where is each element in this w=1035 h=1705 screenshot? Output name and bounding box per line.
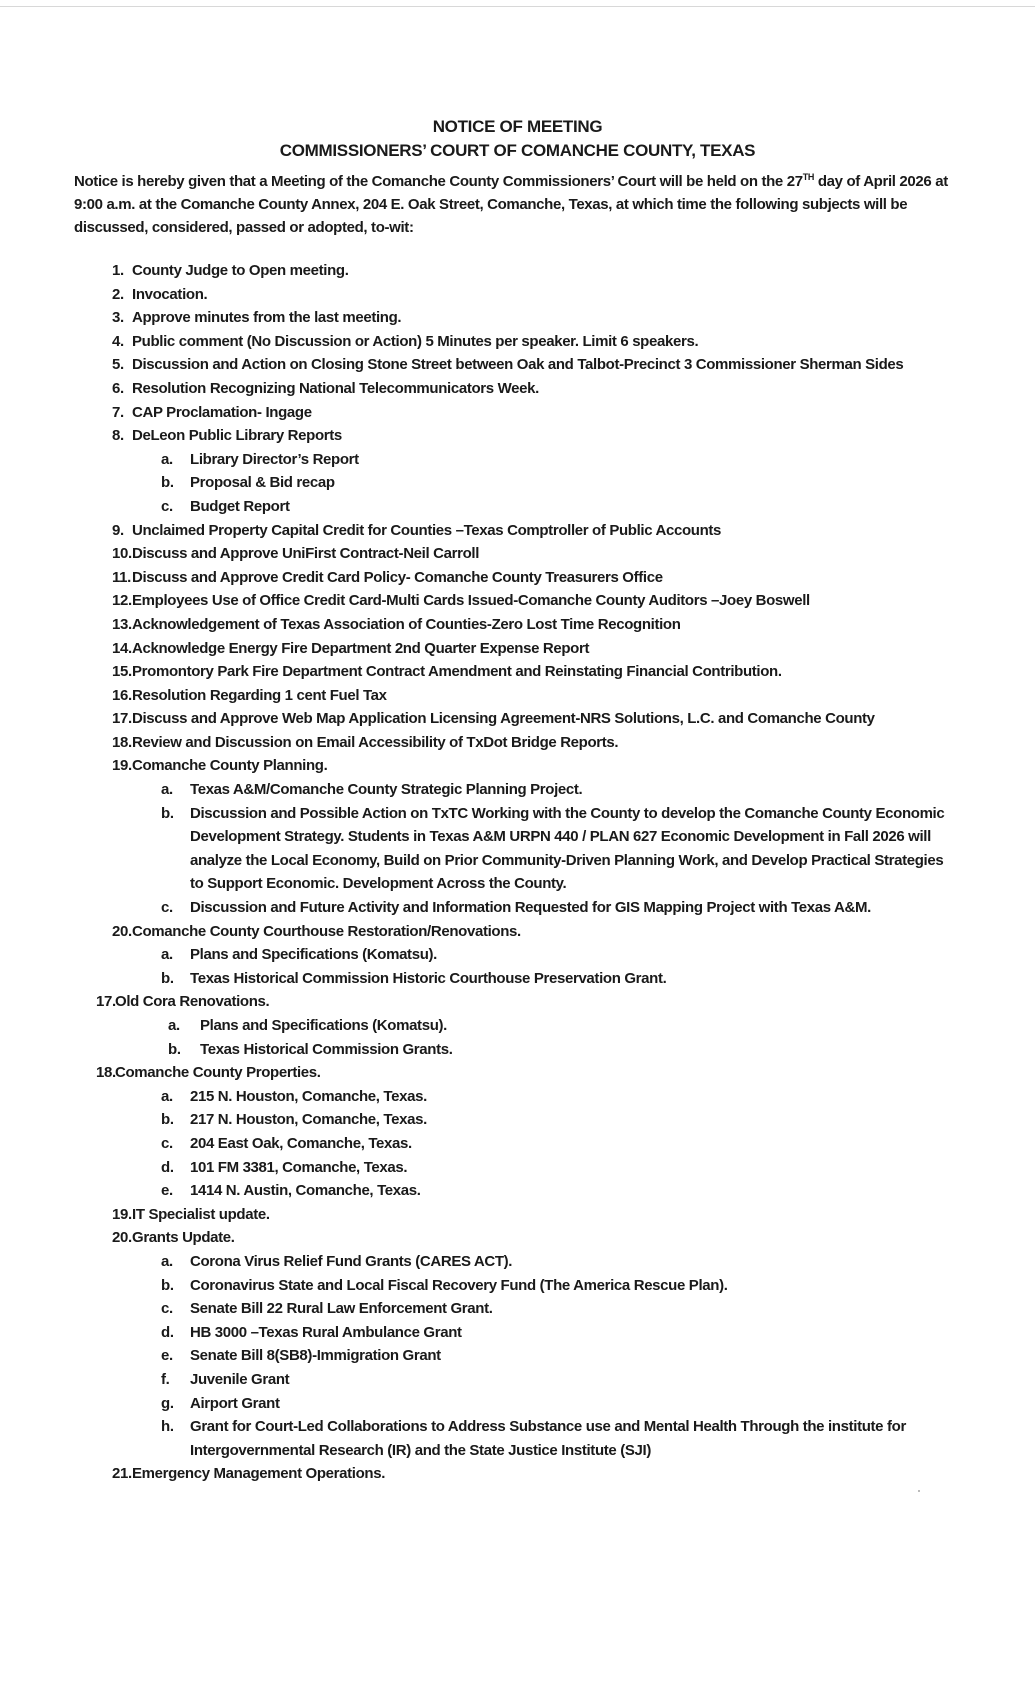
agenda-item-text: Resolution Recognizing National Telecommunicators Week.	[132, 379, 539, 397]
agenda-item	[0, 802, 955, 896]
agenda-item	[0, 707, 952, 731]
agenda-item-text: Unclaimed Property Capital Credit for Counties –Texas Comptroller of Public Accounts	[132, 521, 722, 539]
agenda-item-number: 2.	[112, 285, 124, 303]
agenda-item-number: 12.	[112, 592, 132, 610]
agenda-item-number: 19.	[112, 1205, 132, 1223]
agenda-item-text: Juvenile Grant	[190, 1370, 290, 1388]
agenda-item	[0, 1462, 952, 1486]
agenda-item-number: 11.	[112, 568, 131, 586]
agenda-item-text: Plans and Specifications (Komatsu).	[190, 946, 437, 964]
agenda-item-number: 14.	[112, 639, 132, 657]
agenda-item	[0, 519, 952, 543]
agenda-item-text: Airport Grant	[190, 1394, 280, 1412]
agenda-item-text: Discussion and Future Activity and Information Requested for GIS Mapping Project with Texas A&M.	[190, 899, 871, 917]
agenda-item-text: 217 N. Houston, Comanche, Texas.	[190, 1111, 427, 1129]
agenda-item-number: 4.	[112, 332, 124, 350]
agenda-item	[0, 1250, 955, 1274]
agenda-item-text: Texas Historical Commission Grants.	[200, 1040, 453, 1058]
agenda-item-number: 10.	[112, 545, 132, 563]
agenda-item-number: 1.	[112, 262, 124, 279]
document-subtitle: COMMISSIONERS’ COURT OF COMANCHE COUNTY, TEXAS	[279, 141, 756, 160]
agenda-item	[0, 495, 955, 519]
agenda-item-text: Acknowledge Energy Fire Department 2nd Quarter Expense Report	[132, 639, 590, 657]
agenda-item-text: Plans and Specifications (Komatsu).	[200, 1017, 447, 1034]
agenda-item	[0, 967, 955, 991]
notice-text-start: Notice is hereby given that a Meeting of the Comanche County Commissioners’ Court will be held on the 27	[74, 173, 803, 190]
agenda-item-text: Public comment (No Discussion or Action) 5 Minutes per speaker. Limit 6 speakers.	[132, 332, 699, 350]
agenda-item-text: DeLeon Public Library Reports	[132, 427, 342, 445]
agenda-item-number: 20.	[112, 1229, 132, 1247]
agenda-item	[0, 896, 955, 920]
agenda-item	[0, 1132, 955, 1156]
agenda-item-text: Senate Bill 22 Rural Law Enforcement Grant.	[190, 1300, 493, 1318]
agenda-item-text: Emergency Management Operations.	[132, 1465, 386, 1483]
scan-edge-line	[0, 6, 1035, 7]
agenda-item-number: a.	[161, 1087, 173, 1105]
agenda-item	[0, 637, 952, 661]
agenda-item-number: 6.	[112, 379, 124, 397]
agenda-item-number: c.	[161, 1300, 173, 1318]
agenda-item-text: CAP Proclamation- Ingage	[132, 403, 312, 421]
agenda-item-number: 18.	[96, 1064, 116, 1082]
agenda-item-text: Review and Discussion on Email Accessibility of TxDot Bridge Reports.	[132, 733, 619, 751]
agenda-item-number: e.	[161, 1347, 173, 1365]
agenda-item-number: b.	[161, 1111, 174, 1129]
notice-text-end: day of April 2026 at 9:00 a.m. at the Comanche County Annex, 204 E. Oak Street, Comanche, Texas, at which time the following subjects will be discussed, considered, passed or adopted, to-wit:	[74, 173, 948, 236]
agenda-item-text: 215 N. Houston, Comanche, Texas.	[190, 1087, 427, 1105]
agenda-item-number: a.	[161, 450, 173, 468]
agenda-item-text: County Judge to Open meeting.	[132, 262, 349, 279]
agenda-item	[0, 448, 955, 472]
agenda-item-number: a.	[161, 781, 173, 799]
agenda-item-text: 204 East Oak, Comanche, Texas.	[190, 1134, 412, 1152]
agenda-item	[0, 542, 952, 566]
agenda-item-text: Proposal & Bid recap	[190, 474, 335, 492]
agenda-item-text: Grant for Court-Led Collaborations to Address Substance use and Mental Health Through the institute for Intergovernmental Research (IR) and the State Justice Institute (SJI)	[190, 1418, 906, 1459]
agenda-item	[0, 1344, 955, 1368]
agenda-item	[0, 566, 952, 590]
agenda-item-number: 8.	[112, 427, 124, 445]
agenda-item	[0, 353, 952, 377]
agenda-item	[0, 259, 952, 283]
agenda-item-number: 7.	[112, 403, 124, 421]
agenda-item-text: Acknowledgement of Texas Association of Counties-Zero Lost Time Recognition	[132, 615, 681, 633]
agenda-item	[0, 424, 952, 448]
notice-paragraph	[74, 166, 964, 239]
agenda-item-number: d.	[161, 1158, 174, 1176]
agenda-item	[0, 306, 952, 330]
agenda-item-text: Old Cora Renovations.	[115, 993, 270, 1011]
agenda-item-number: 5.	[112, 356, 124, 374]
agenda-item-number: b.	[161, 804, 174, 822]
agenda-item	[0, 330, 952, 354]
agenda-item-number: e.	[161, 1182, 173, 1200]
agenda-item-text: Discuss and Approve Credit Card Policy- Comanche County Treasurers Office	[132, 568, 663, 586]
agenda-item-text: Discuss and Approve UniFirst Contract-Neil Carroll	[132, 545, 480, 563]
agenda-item-text: Texas A&M/Comanche County Strategic Planning Project.	[190, 781, 583, 799]
agenda-item-text: Discussion and Action on Closing Stone Street between Oak and Talbot-Precinct 3 Commissioner Sherman Sides	[132, 356, 904, 374]
agenda-item-number: 9.	[112, 521, 124, 539]
agenda-item-number: c.	[161, 497, 173, 515]
day-suffix: TH	[802, 172, 815, 182]
agenda-item-text: Resolution Regarding 1 cent Fuel Tax	[132, 686, 387, 704]
agenda-item	[0, 613, 952, 637]
agenda-item-text: Discuss and Approve Web Map Application Licensing Agreement-NRS Solutions, L.C. and Comanche County	[132, 710, 875, 728]
scan-speck	[918, 1490, 920, 1492]
agenda-item	[0, 377, 952, 401]
agenda-item	[0, 1108, 955, 1132]
agenda-item	[0, 778, 955, 802]
agenda-item	[0, 920, 952, 944]
agenda-item	[0, 990, 1035, 1014]
agenda-item	[0, 401, 952, 425]
agenda-item-text: IT Specialist update.	[132, 1205, 270, 1223]
agenda-list	[0, 259, 1035, 1486]
agenda-item	[0, 1038, 1035, 1062]
agenda-item	[0, 1061, 1035, 1085]
agenda-item-number: 15.	[112, 663, 132, 681]
agenda-item-text: Approve minutes from the last meeting.	[132, 309, 402, 327]
agenda-item-number: b.	[161, 1276, 174, 1294]
agenda-item	[0, 1297, 955, 1321]
agenda-item-number: h.	[161, 1418, 174, 1436]
agenda-item-text: HB 3000 –Texas Rural Ambulance Grant	[190, 1323, 462, 1341]
agenda-item-number: 19.	[112, 757, 132, 775]
agenda-item-text: Grants Update.	[132, 1229, 235, 1247]
agenda-item-text: 1414 N. Austin, Comanche, Texas.	[190, 1182, 421, 1200]
agenda-item-number: c.	[161, 1134, 173, 1152]
agenda-item-text: Coronavirus State and Local Fiscal Recovery Fund (The America Rescue Plan).	[190, 1276, 728, 1294]
agenda-item-number: a.	[161, 1252, 173, 1270]
agenda-item	[0, 731, 952, 755]
agenda-item	[0, 589, 952, 613]
agenda-item	[0, 471, 955, 495]
agenda-item-text: Promontory Park Fire Department Contract Amendment and Reinstating Financial Contribution.	[132, 663, 782, 681]
agenda-item-number: 13.	[112, 615, 132, 633]
agenda-item-number: 20.	[112, 922, 132, 940]
agenda-item-number: 3.	[112, 309, 124, 327]
agenda-item-text: Discussion and Possible Action on TxTC Working with the County to develop the Comanche County Economic Development Strategy. Students in Texas A&M URPN 440 / PLAN 627 Economic Development in Fall 2026 will analyze the Local Economy, Build on Prior Community-Driven Planning Work, and Develop Practical Strategies to Support Economic. Development Across the County.	[190, 804, 945, 893]
agenda-item-text: Corona Virus Relief Fund Grants (CARES ACT).	[190, 1252, 513, 1270]
agenda-item-number: 17.	[112, 710, 132, 728]
agenda-item	[0, 1321, 955, 1345]
agenda-item-text: Senate Bill 8(SB8)-Immigration Grant	[190, 1347, 441, 1365]
agenda-item-number: b.	[161, 474, 174, 492]
agenda-item-number: 16.	[112, 686, 132, 704]
agenda-item-number: b.	[161, 969, 174, 987]
agenda-item	[0, 1392, 955, 1416]
agenda-item-text: Budget Report	[190, 497, 290, 515]
agenda-item	[0, 1156, 955, 1180]
agenda-item-number: a.	[161, 946, 173, 964]
agenda-item-text: Comanche County Planning.	[132, 757, 328, 775]
agenda-item	[0, 660, 952, 684]
agenda-item	[0, 943, 955, 967]
agenda-item	[0, 1085, 955, 1109]
agenda-item-text: 101 FM 3381, Comanche, Texas.	[190, 1158, 408, 1176]
agenda-item	[0, 1014, 1035, 1038]
agenda-item-number: a.	[168, 1017, 180, 1034]
agenda-item	[0, 684, 952, 708]
agenda-item	[0, 283, 952, 307]
agenda-item-number: b.	[168, 1040, 181, 1058]
agenda-item-number: d.	[161, 1323, 174, 1341]
agenda-item	[0, 754, 952, 778]
agenda-item-number: g.	[161, 1394, 174, 1412]
agenda-item-number: f.	[161, 1370, 170, 1388]
agenda-item-number: c.	[161, 899, 173, 917]
agenda-item-text: Texas Historical Commission Historic Courthouse Preservation Grant.	[190, 969, 667, 987]
agenda-item-text: Comanche County Courthouse Restoration/Renovations.	[132, 922, 521, 940]
agenda-item-number: 21.	[112, 1465, 132, 1483]
agenda-item-number: 18.	[112, 733, 132, 751]
agenda-item-text: Comanche County Properties.	[115, 1064, 321, 1082]
agenda-item	[0, 1274, 955, 1298]
document-title: NOTICE OF MEETING	[432, 117, 603, 136]
agenda-item-text: Invocation.	[132, 285, 208, 303]
agenda-item-text: Employees Use of Office Credit Card-Multi Cards Issued-Comanche County Auditors –Joey Boswell	[132, 592, 810, 610]
agenda-item	[0, 1415, 955, 1462]
agenda-item	[0, 1179, 955, 1203]
agenda-item	[0, 1226, 952, 1250]
agenda-item-number: 17.	[96, 993, 116, 1011]
agenda-item-text: Library Director’s Report	[190, 450, 359, 468]
agenda-item	[0, 1203, 952, 1227]
agenda-item	[0, 1368, 955, 1392]
